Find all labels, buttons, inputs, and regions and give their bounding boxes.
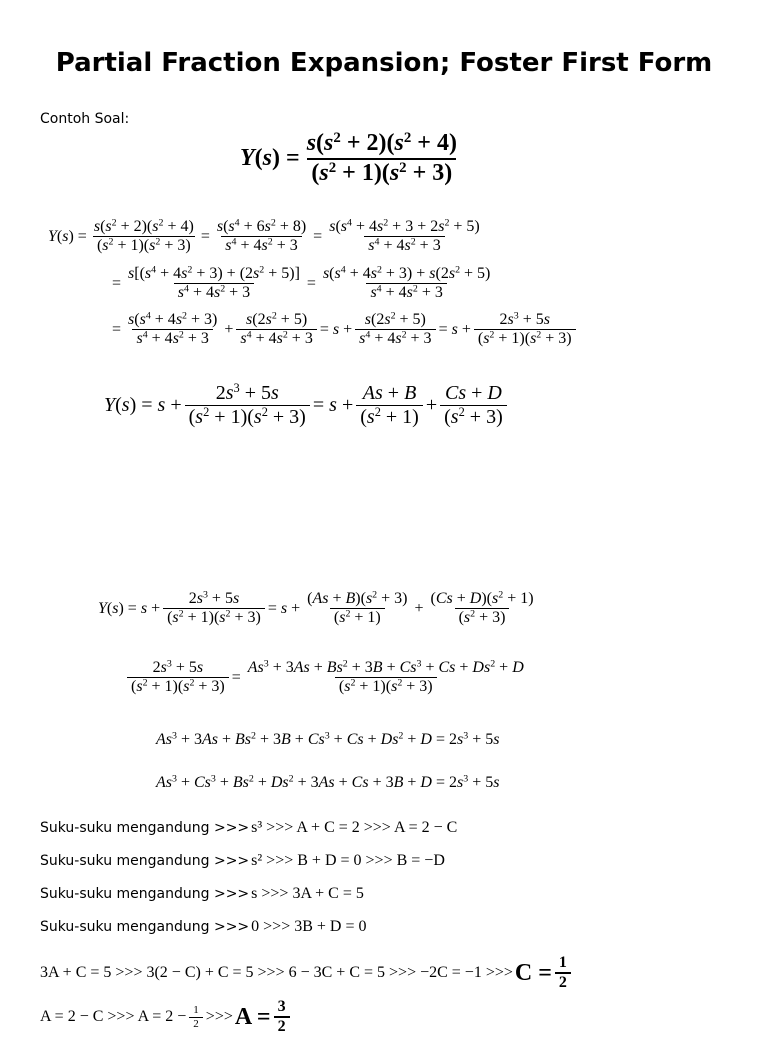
problem-equation: Y(s) = $\frac{s(s^2 + 2)(s^2 + 4)}{(s^2 + 1)(s^2 + 3)}$	[240, 130, 464, 187]
expansion-line-1: Y(s) = s + $\frac{2s^3 + 5s}{(s^2 + 1)(s^2 + 3)}$ = s + $\frac{(As + B)(s^2 + 3)}{(s^2 + 1)}$ + $\frac{(Cs + D)(s^2 + 1)}{(s^2 + 3)}$	[98, 589, 534, 627]
page-title: Partial Fraction Expansion; Foster First Form	[55, 48, 713, 78]
expansion-line-3: $As^3 + 3As + Bs^2 + 3B + Cs^3 + Cs + Ds^2 + D = 2s^3 + 5s$	[156, 730, 500, 748]
coefficient-row-s: Suku-suku mengandung >>> s >>> 3A + C = 5	[40, 885, 364, 902]
coefficient-row-const: Suku-suku mengandung >>> 0 >>> 3B + D = 0	[40, 918, 367, 935]
solve-line-c: 3A + C = 5 >>> 3(2 − C) + C = 5 >>> 6 − 3C + C = 5 >>> −2C = −1 >>> C = $\frac{1}{2}$	[40, 954, 574, 993]
intro-label: Contoh Soal:	[40, 111, 130, 127]
coefficient-row-s2: Suku-suku mengandung >>> s² >>> B + D = 0 >>> B = −D	[40, 852, 445, 869]
expansion-line-2: $\frac{2s^3 + 5s}{(s^2 + 1)(s^2 + 3)}$ = $\frac{As^3 + 3As + Bs^2 + 3B + Cs^3 + Cs + Ds^2 + D}{(s^2 + 1)(s^2 + 3)}$	[124, 659, 531, 697]
derivation-line-1: Y(s) = $\frac{s(s^2 + 2)(s^2 + 4)}{(s^2 + 1)(s^2 + 3)}$ = $\frac{s(s^4 + 6s^2 + 8)}{s^4 + 4s^2 + 3}$ = $\frac{s(s^4 + 4s^2 + 3 + 2s^2 + 5)}{s^4 + 4s^2 + 3}$	[48, 217, 480, 255]
expansion-line-4: $As^3 + Cs^3 + Bs^2 + Ds^2 + 3As + Cs + 3B + D = 2s^3 + 5s$	[156, 773, 500, 791]
derivation-line-3: = $\frac{s(s^4 + 4s^2 + 3)}{s^4 + 4s^2 + 3}$ + $\frac{s(2s^2 + 5)}{s^4 + 4s^2 + 3}$ = s + $\frac{s(2s^2 + 5)}{s^4 + 4s^2 + 3}$ = s + $\frac{2s^3 + 5s}{(s^2 + 1)(s^2 + 3)}$	[112, 311, 579, 349]
problem-fraction: $\frac{s(s^2 + 2)(s^2 + 4)}{(s^2 + 1)(s^2 + 3)}$	[306, 129, 457, 186]
coefficient-row-s3: Suku-suku mengandung >>> s³ >>> A + C = 2 >>> A = 2 − C	[40, 819, 458, 836]
partial-fraction-form: Y(s) = s + $\frac{2s^3 + 5s}{(s^2 + 1)(s^2 + 3)}$ = s + $\frac{As + B}{(s^2 + 1)}$ + $\frac{Cs + D}{(s^2 + 3)}$	[104, 382, 510, 429]
derivation-line-2: = $\frac{s[(s^4 + 4s^2 + 3) + (2s^2 + 5)]}{s^4 + 4s^2 + 3}$ = $\frac{s(s^4 + 4s^2 + 3) + s(2s^2 + 5)}{s^4 + 4s^2 + 3}$	[112, 264, 491, 302]
solve-line-a: A = 2 − C >>> A = 2 − $\frac{1}{2}$ >>> A = $\frac{3}{2}$	[40, 998, 293, 1037]
